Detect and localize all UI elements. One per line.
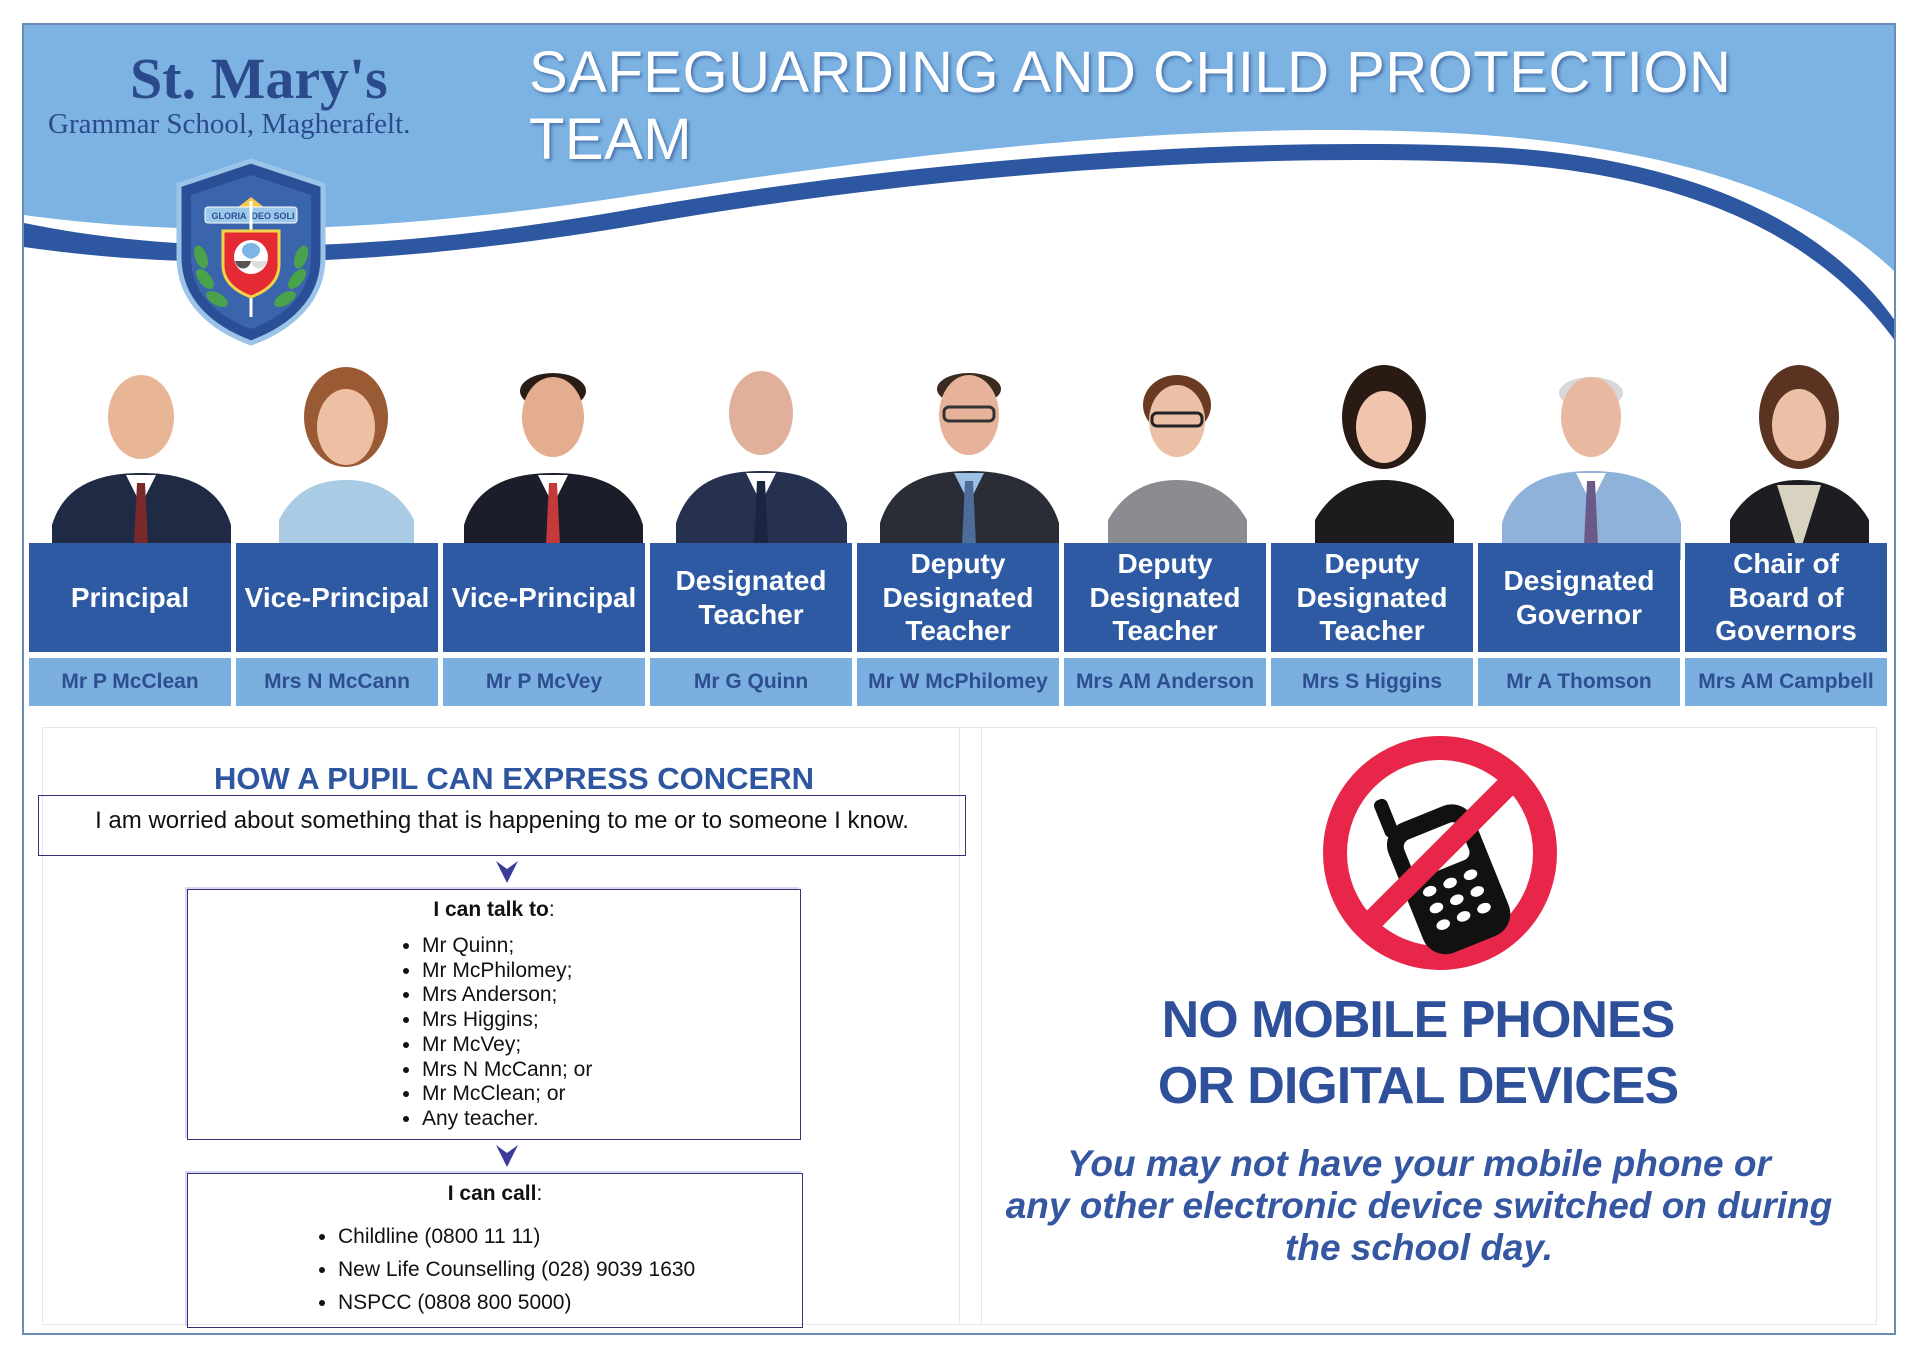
list-item: • Mrs Higgins; bbox=[422, 1008, 800, 1033]
school-name: St. Mary's bbox=[130, 46, 388, 111]
notice-line-3: the school day. bbox=[1285, 1227, 1553, 1268]
portrait-designated-governor bbox=[1494, 355, 1689, 560]
portrait-vice-principal-1 bbox=[249, 355, 444, 560]
no-mobile-phone-icon bbox=[1320, 733, 1560, 973]
team-member-4 bbox=[650, 543, 852, 706]
member-name: Mrs S Higgins bbox=[1271, 658, 1473, 706]
devices-notice bbox=[969, 1143, 1869, 1269]
member-name: Mrs AM Campbell bbox=[1685, 658, 1887, 706]
list-item: • Mr McClean; or bbox=[422, 1082, 800, 1107]
poster-title: SAFEGUARDING AND CHILD PROTECTION TEAM bbox=[529, 40, 1732, 172]
list-item: • Childline (0800 11 11) bbox=[338, 1220, 802, 1253]
portrait-designated-teacher bbox=[664, 355, 859, 560]
member-name: Mr P McVey bbox=[443, 658, 645, 706]
notice-line-1: You may not have your mobile phone or bbox=[1067, 1143, 1771, 1184]
headline-line-2: OR DIGITAL DEVICES bbox=[1157, 1057, 1679, 1115]
svg-text:GLORIA: GLORIA bbox=[211, 211, 247, 221]
role-label: Designated Governor bbox=[1478, 543, 1680, 652]
member-name: Mrs AM Anderson bbox=[1064, 658, 1266, 706]
role-label: Vice-Principal bbox=[443, 543, 645, 652]
team-member-1 bbox=[29, 543, 231, 706]
role-label: Principal bbox=[29, 543, 231, 652]
arrow-down-icon bbox=[492, 859, 522, 885]
svg-text:DEO SOLI: DEO SOLI bbox=[251, 211, 295, 221]
worry-statement: I am worried about something that is happening to me or to someone I know. bbox=[38, 795, 966, 856]
no-devices-headline bbox=[959, 987, 1877, 1119]
talk-list bbox=[188, 934, 800, 1132]
portrait-principal bbox=[44, 355, 239, 560]
list-item: • Mr McPhilomey; bbox=[422, 959, 800, 984]
team-member-9 bbox=[1685, 543, 1887, 706]
portrait-deputy-designated-teacher-3 bbox=[1287, 355, 1482, 560]
notice-line-2: any other electronic device switched on during bbox=[1005, 1185, 1833, 1226]
portrait-deputy-designated-teacher-2 bbox=[1080, 355, 1275, 560]
headline-line-1: NO MOBILE PHONES bbox=[1161, 991, 1675, 1049]
team-member-2 bbox=[236, 543, 438, 706]
team-member-8 bbox=[1478, 543, 1680, 706]
member-name: Mr W McPhilomey bbox=[857, 658, 1059, 706]
member-name: Mr G Quinn bbox=[650, 658, 852, 706]
school-crest-icon bbox=[171, 157, 331, 347]
team-member-5 bbox=[857, 543, 1059, 706]
portrait-deputy-designated-teacher-1 bbox=[872, 355, 1067, 560]
list-item: • Any teacher. bbox=[422, 1107, 800, 1132]
team-member-6 bbox=[1064, 543, 1266, 706]
role-label: Deputy Designated Teacher bbox=[1271, 543, 1473, 652]
list-item: • New Life Counselling (028) 9039 1630 bbox=[338, 1253, 802, 1286]
concern-title: HOW A PUPIL CAN EXPRESS CONCERN bbox=[214, 761, 814, 796]
role-label: Designated Teacher bbox=[650, 543, 852, 652]
list-item: • Mr McVey; bbox=[422, 1033, 800, 1058]
school-subtitle: Grammar School, Magherafelt. bbox=[48, 108, 411, 140]
arrow-down-icon bbox=[492, 1143, 522, 1169]
role-label: Vice-Principal bbox=[236, 543, 438, 652]
role-label: Deputy Designated Teacher bbox=[1064, 543, 1266, 652]
portrait-chair-of-governors bbox=[1702, 355, 1896, 560]
member-name: Mrs N McCann bbox=[236, 658, 438, 706]
call-box bbox=[187, 1173, 803, 1328]
talk-to-box bbox=[187, 889, 801, 1140]
call-list bbox=[188, 1220, 802, 1319]
team-member-7 bbox=[1271, 543, 1473, 706]
portrait-vice-principal-2 bbox=[456, 355, 651, 560]
call-heading: I can call: bbox=[447, 1182, 543, 1205]
role-label: Deputy Designated Teacher bbox=[857, 543, 1059, 652]
team-roles-row bbox=[29, 543, 1892, 703]
list-item: • Mr Quinn; bbox=[422, 934, 800, 959]
list-item: • Mrs Anderson; bbox=[422, 983, 800, 1008]
role-label: Chair of Board of Governors bbox=[1685, 543, 1887, 652]
member-name: Mr P McClean bbox=[29, 658, 231, 706]
team-member-3 bbox=[443, 543, 645, 706]
member-name: Mr A Thomson bbox=[1478, 658, 1680, 706]
talk-heading: I can talk to: bbox=[433, 898, 555, 921]
list-item: • NSPCC (0808 800 5000) bbox=[338, 1286, 802, 1319]
poster bbox=[22, 23, 1896, 1335]
list-item: • Mrs N McCann; or bbox=[422, 1058, 800, 1083]
